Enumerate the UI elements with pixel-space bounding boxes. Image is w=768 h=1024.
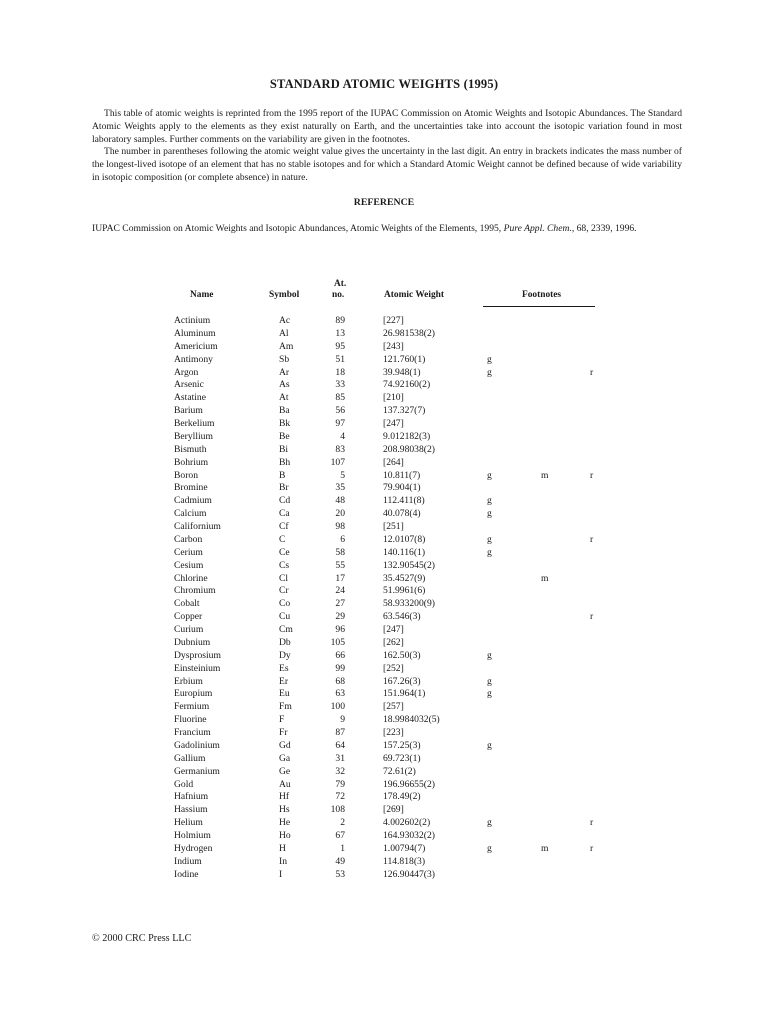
atomic-weight: [243] (383, 340, 404, 352)
atomic-number: 66 (335, 649, 345, 661)
footnotes-header-rule (483, 306, 595, 307)
atomic-number: 6 (340, 533, 345, 545)
element-symbol: Er (279, 675, 289, 687)
element-name: Antimony (174, 353, 213, 365)
atomic-number: 99 (335, 662, 345, 674)
element-name: Argon (174, 366, 199, 378)
atomic-weight: 9.012182(3) (383, 430, 431, 442)
table-row (0, 843, 768, 856)
atomic-weights-table-body (0, 315, 768, 882)
atomic-number: 27 (335, 598, 345, 610)
element-name: Erbium (174, 675, 203, 687)
copyright-footer: © 2000 CRC Press LLC (92, 933, 192, 944)
table-row (0, 856, 768, 869)
atomic-weight: 137.327(7) (383, 405, 426, 417)
atomic-weight: [251] (383, 521, 404, 532)
column-header-name: Name (190, 290, 214, 300)
atomic-weight: 63.546(3) (383, 611, 421, 623)
table-row (0, 624, 768, 637)
element-symbol: C (279, 533, 286, 545)
atomic-number: 48 (335, 495, 345, 507)
atomic-weight: [210] (383, 392, 404, 404)
footnote-g: g (487, 533, 492, 545)
atomic-number: 100 (330, 701, 345, 713)
atomic-number: 64 (335, 739, 345, 751)
reference-heading: REFERENCE (353, 197, 415, 208)
element-name: Europium (174, 688, 213, 700)
footnote-m: m (541, 572, 549, 584)
element-name: Cesium (174, 559, 204, 571)
element-name: Dysprosium (174, 649, 221, 661)
element-symbol: H (279, 842, 286, 854)
element-name: Calcium (174, 508, 207, 520)
atomic-weight: 51.9961(6) (383, 585, 426, 597)
element-name: Germanium (174, 765, 220, 777)
element-name: Bohrium (174, 456, 209, 468)
reference-journal: Pure Appl. Chem. (503, 223, 572, 234)
element-symbol: Ar (279, 366, 290, 378)
atomic-number: 24 (335, 585, 345, 597)
table-row (0, 637, 768, 650)
atomic-number: 51 (335, 353, 345, 365)
footnote-m: m (541, 842, 549, 854)
atomic-weight: 208.98038(2) (383, 443, 435, 455)
element-symbol: Fr (279, 727, 288, 738)
element-symbol: F (279, 714, 285, 726)
footnote-r: r (590, 469, 594, 481)
table-row (0, 560, 768, 573)
table-row (0, 688, 768, 701)
atomic-number: 1 (340, 842, 345, 854)
table-row (0, 701, 768, 714)
element-name: Astatine (174, 392, 206, 404)
atomic-weight: [247] (383, 624, 404, 635)
atomic-weight: 26.981538(2) (383, 327, 435, 339)
element-symbol: Be (279, 430, 290, 442)
element-symbol: Cm (279, 624, 293, 635)
atomic-weight: 164.93032(2) (383, 830, 435, 841)
atomic-number: 35 (335, 482, 345, 494)
element-name: Actinium (174, 315, 211, 326)
atomic-number: 68 (335, 675, 345, 687)
atomic-weight: 162.50(3) (383, 649, 421, 661)
atomic-weight: 121.760(1) (383, 353, 426, 365)
atomic-weight: [264] (383, 456, 404, 468)
atomic-number: 89 (335, 315, 345, 326)
table-row (0, 611, 768, 624)
element-name: Bismuth (174, 443, 207, 455)
footnote-g: g (487, 495, 492, 507)
element-name: Fermium (174, 701, 210, 713)
atomic-weight: 40.078(4) (383, 508, 421, 520)
footnote-r: r (590, 842, 594, 854)
atomic-weight: 18.9984032(5) (383, 714, 440, 726)
atomic-weight: 196.96655(2) (383, 778, 435, 790)
footnote-g: g (487, 688, 492, 700)
atomic-weight: [257] (383, 701, 404, 713)
atomic-number: 20 (335, 508, 345, 520)
table-row (0, 663, 768, 676)
element-symbol: Eu (279, 688, 290, 700)
table-row (0, 470, 768, 483)
atomic-weight: 12.0107(8) (383, 533, 426, 545)
column-header-footnotes: Footnotes (522, 290, 562, 300)
table-row (0, 804, 768, 817)
atomic-number: 105 (330, 636, 345, 648)
element-symbol: Cl (279, 572, 289, 584)
table-row (0, 405, 768, 418)
element-symbol: Ce (279, 546, 290, 558)
atomic-weight: 151.964(1) (383, 688, 426, 700)
table-row (0, 740, 768, 753)
table-row (0, 315, 768, 328)
footnote-r: r (590, 366, 594, 378)
atomic-weight: [247] (383, 418, 404, 429)
element-name: Fluorine (174, 714, 207, 726)
atomic-weight: 69.723(1) (383, 752, 421, 764)
table-row (0, 766, 768, 779)
element-symbol: Cs (279, 559, 290, 571)
element-symbol: Bh (279, 456, 291, 468)
atomic-number: 97 (335, 418, 345, 429)
column-header-atomic-number-line2: no. (332, 290, 345, 300)
element-name: Gallium (174, 752, 206, 764)
footnote-g: g (487, 842, 492, 854)
element-symbol: Es (279, 662, 289, 674)
atomic-weight: 39.948(1) (383, 366, 421, 378)
element-symbol: As (279, 379, 290, 391)
element-name: Carbon (174, 533, 203, 545)
atomic-number: 67 (335, 830, 345, 841)
footnote-g: g (487, 353, 492, 365)
atomic-number: 63 (335, 688, 345, 700)
atomic-weight: 112.411(8) (383, 495, 425, 507)
element-symbol: B (279, 469, 286, 481)
table-row (0, 367, 768, 380)
atomic-number: 33 (335, 379, 345, 391)
atomic-number: 13 (335, 327, 345, 339)
element-name: Iodine (174, 868, 199, 880)
element-symbol: Ca (279, 508, 290, 520)
atomic-weight: [227] (383, 315, 404, 326)
element-symbol: He (279, 817, 291, 829)
element-name: Barium (174, 405, 203, 417)
footnote-g: g (487, 649, 492, 661)
element-symbol: Ge (279, 765, 291, 777)
footnote-r: r (590, 611, 594, 623)
atomic-number: 32 (335, 765, 345, 777)
element-name: Aluminum (174, 327, 216, 339)
atomic-weight: 10.811(7) (383, 469, 421, 481)
reference-text-after: , 68, 2339, 1996. (571, 223, 637, 234)
element-symbol: Au (279, 778, 291, 790)
atomic-number: 107 (330, 456, 345, 468)
element-symbol: Hf (279, 791, 290, 803)
atomic-number: 49 (335, 855, 345, 867)
atomic-weight: 178.49(2) (383, 791, 421, 803)
atomic-number: 108 (330, 804, 345, 816)
intro-paragraph-2: The number in parentheses following the atomic weight value gives the uncertainty in the last digit. An entry in brackets indicates the mass number of the longest-lived isotope of an element that has no stable isotopes and for which a Standard Atomic Weight cannot be defined because of wide variability in isotopic composition (or complete absence) in nature. (92, 146, 682, 183)
atomic-number: 55 (335, 559, 345, 571)
intro-paragraph-1: This table of atomic weights is reprinted from the 1995 report of the IUPAC Commission on Atomic Weights and Isotopic Abundances. The Standard Atomic Weights apply to the elements as they exist naturally on Earth, and the uncertainties take into account the isotopic variation found in most laboratory samples. Further comments on the variability are given in the footnotes. (92, 108, 682, 145)
element-symbol: Fm (279, 701, 292, 713)
element-symbol: Co (279, 598, 291, 610)
element-name: Hassium (174, 804, 208, 816)
element-name: Cerium (174, 546, 203, 558)
element-symbol: Ga (279, 752, 291, 764)
element-name: Cadmium (174, 495, 212, 507)
atomic-weight: 167.26(3) (383, 675, 421, 687)
atomic-weight: [223] (383, 727, 404, 738)
atomic-weight: 140.116(1) (383, 546, 426, 558)
footnote-g: g (487, 739, 492, 751)
atomic-weight: [269] (383, 804, 404, 816)
table-row (0, 650, 768, 663)
element-symbol: Cf (279, 521, 289, 532)
element-name: Beryllium (174, 430, 213, 442)
table-row (0, 521, 768, 534)
atomic-number: 95 (335, 340, 345, 352)
element-name: Indium (174, 855, 202, 867)
atomic-weight: 114.818(3) (383, 855, 426, 867)
element-name: Dubnium (174, 636, 211, 648)
atomic-number: 4 (340, 430, 345, 442)
atomic-weight: 79.904(1) (383, 482, 421, 494)
element-symbol: Am (279, 340, 294, 352)
table-row (0, 495, 768, 508)
table-row (0, 869, 768, 882)
table-row (0, 482, 768, 495)
table-row (0, 508, 768, 521)
table-row (0, 431, 768, 444)
atomic-number: 58 (335, 546, 345, 558)
element-symbol: Bi (279, 443, 289, 455)
atomic-number: 96 (335, 624, 345, 635)
element-symbol: Cu (279, 611, 291, 623)
atomic-weight: 126.90447(3) (383, 868, 435, 880)
element-name: Hydrogen (174, 842, 213, 854)
element-name: Californium (174, 521, 221, 532)
table-row (0, 547, 768, 560)
element-symbol: Ho (279, 830, 291, 841)
table-row (0, 341, 768, 354)
element-symbol: Dy (279, 649, 291, 661)
table-row (0, 598, 768, 611)
reference-text-before: IUPAC Commission on Atomic Weights and Isotopic Abundances, Atomic Weights of the Elements, 1995, (92, 223, 504, 234)
table-row (0, 573, 768, 586)
footnote-r: r (590, 533, 594, 545)
atomic-number: 9 (340, 714, 345, 726)
atomic-weight: 157.25(3) (383, 739, 421, 751)
table-row (0, 753, 768, 766)
table-row (0, 791, 768, 804)
table-row (0, 727, 768, 740)
element-symbol: Sb (279, 353, 290, 365)
element-name: Holmium (174, 830, 211, 841)
atomic-number: 85 (335, 392, 345, 404)
footnote-g: g (487, 546, 492, 558)
column-header-atomic-number-line1: At. (334, 279, 347, 289)
table-row (0, 418, 768, 431)
table-row (0, 444, 768, 457)
atomic-number: 5 (340, 469, 345, 481)
atomic-weight: 4.002602(2) (383, 817, 431, 829)
table-row (0, 457, 768, 470)
element-name: Cobalt (174, 598, 200, 610)
element-name: Chlorine (174, 572, 208, 584)
footnote-g: g (487, 366, 492, 378)
atomic-number: 56 (335, 405, 345, 417)
element-symbol: Br (279, 482, 289, 494)
footnote-g: g (487, 817, 492, 829)
table-row (0, 328, 768, 341)
footnote-g: g (487, 469, 492, 481)
atomic-number: 29 (335, 611, 345, 623)
element-name: Boron (174, 469, 198, 481)
footnote-r: r (590, 817, 594, 829)
element-symbol: Ba (279, 405, 290, 417)
element-name: Arsenic (174, 379, 204, 391)
element-name: Curium (174, 624, 204, 635)
atomic-weight: 74.92160(2) (383, 379, 431, 391)
atomic-number: 31 (335, 752, 345, 764)
element-name: Hafnium (174, 791, 209, 803)
atomic-number: 87 (335, 727, 345, 738)
table-row (0, 817, 768, 830)
table-row (0, 779, 768, 792)
element-name: Berkelium (174, 418, 215, 429)
page-title: STANDARD ATOMIC WEIGHTS (1995) (269, 77, 499, 91)
footnote-g: g (487, 675, 492, 687)
element-symbol: Hs (279, 804, 290, 816)
column-header-symbol: Symbol (269, 290, 300, 300)
element-symbol: Cd (279, 495, 291, 507)
atomic-number: 98 (335, 521, 345, 532)
table-row (0, 379, 768, 392)
atomic-number: 79 (335, 778, 345, 790)
atomic-number: 53 (335, 868, 345, 880)
atomic-number: 2 (340, 817, 345, 829)
element-name: Gold (174, 778, 194, 790)
atomic-number: 83 (335, 443, 345, 455)
element-symbol: In (279, 855, 287, 867)
footnote-g: g (487, 508, 492, 520)
atomic-weight: [252] (383, 662, 404, 674)
element-name: Americium (174, 340, 218, 352)
element-symbol: Ac (279, 315, 291, 326)
atomic-number: 18 (335, 366, 345, 378)
atomic-weight: 35.4527(9) (383, 572, 426, 584)
element-symbol: At (279, 392, 289, 404)
element-symbol: Db (279, 636, 291, 648)
element-name: Copper (174, 611, 203, 623)
element-name: Einsteinium (174, 662, 221, 674)
element-symbol: Cr (279, 585, 289, 597)
table-row (0, 830, 768, 843)
element-symbol: Bk (279, 418, 291, 429)
element-name: Gadolinium (174, 739, 220, 751)
footnote-m: m (541, 469, 549, 481)
table-row (0, 714, 768, 727)
element-symbol: Al (279, 327, 289, 339)
atomic-weight: [262] (383, 636, 404, 648)
table-row (0, 354, 768, 367)
table-row (0, 585, 768, 598)
atomic-weight: 132.90545(2) (383, 559, 435, 571)
element-symbol: I (279, 868, 283, 880)
atomic-number: 72 (335, 791, 345, 803)
element-symbol: Gd (279, 739, 291, 751)
element-name: Bromine (174, 482, 208, 494)
element-name: Francium (174, 727, 211, 738)
reference-citation (92, 223, 712, 236)
element-name: Chromium (174, 585, 216, 597)
element-name: Helium (174, 817, 203, 829)
table-row (0, 534, 768, 547)
table-row (0, 676, 768, 689)
atomic-number: 17 (335, 572, 345, 584)
table-row (0, 392, 768, 405)
atomic-weight: 72.61(2) (383, 765, 416, 777)
atomic-weight: 1.00794(7) (383, 842, 426, 854)
atomic-weight: 58.933200(9) (383, 598, 435, 610)
column-header-atomic-weight: Atomic Weight (384, 290, 444, 300)
